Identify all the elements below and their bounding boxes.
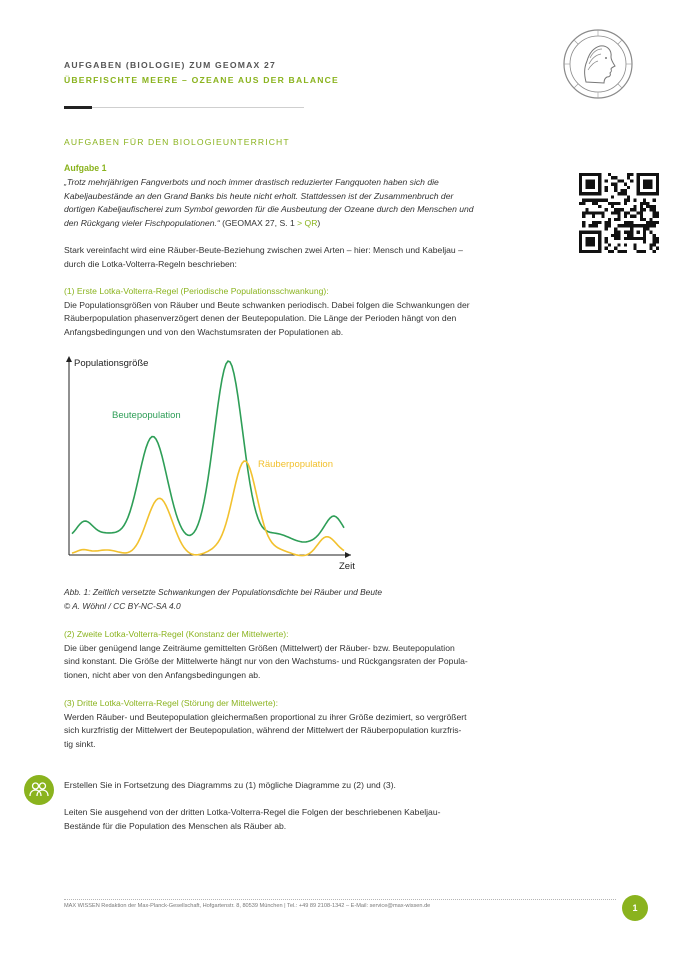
max-planck-logo [562,28,634,100]
x-axis-label: Zeit [339,561,355,572]
quote-source: (GEOMAX 27, S. 1 [219,217,298,228]
prey-series-label: Beutepopulation [112,410,181,421]
header-rule [92,107,304,108]
figure-caption [64,586,544,613]
task-heading: Aufgabe 1 [64,163,107,173]
rule-1-heading: (1) Erste Lotka-Volterra-Regel (Periodische Populationsschwankung): [64,286,329,296]
rule-3 [64,697,564,751]
quote-source-close: ) [317,217,321,228]
rule-1 [64,285,564,339]
footer-text: MAX WISSEN Redaktion der Max-Planck-Gesellschaft, Hofgartenstr. 8, 80539 München | Tel.: +49 89 2108-1342 – E-Mail: service@max-wissen.de [64,903,431,909]
header-rule-accent [64,106,92,109]
predator-series-label: Räuberpopulation [258,459,334,470]
header-title: AUFGABEN (BIOLOGIE) ZUM GEOMAX 27 [64,60,276,70]
group-work-icon [24,775,54,805]
header-subtitle: ÜBERFISCHTE MEERE – OZEANE AUS DER BALANCE [64,75,339,85]
intro-line: durch die Lotka-Volterra-Regeln beschrieben: [64,258,237,269]
chart-axes [66,356,351,558]
rule-2-line: sind konstant. Die Größe der Mittelwerte hängt nur von den Wachstums- und Rückgangsraten der Popula- [64,656,468,666]
quote-line: „Trotz mehrjährigen Fangverbots und noch immer drastisch reduzierter Fangquoten haben sich die [64,177,439,187]
prey-series-line [72,361,344,542]
population-chart [64,348,364,574]
people-icon [24,775,54,805]
footer-divider [64,899,616,900]
assignment-2 [64,806,564,833]
caption-line: Abb. 1: Zeitlich versetzte Schwankungen der Populationsdichte bei Räuber und Beute [64,587,382,597]
page-number: 1 [622,895,648,921]
y-axis-arrow [66,356,72,362]
quote-line: den Rückgang vieler Fischpopulationen.“ [64,217,220,228]
rule-1-line: Räuberpopulation phasenverzögert denen der Beutepopulation. Die Länge der Perioden hängt von den [64,313,457,323]
intro-line: Stark vereinfacht wird eine Räuber-Beute-Beziehung zwischen zwei Arten – hier: Mensch und Kabeljau – [64,245,463,255]
quote-line: dortigen Kabeljaufischerei zum Symbol geworden für die Ausbeutung der Ozeane durch den Menschen und [64,204,474,214]
rule-3-line: tig sinkt. [64,738,96,749]
assignment-2-line: Leiten Sie ausgehend von der dritten Lotka-Volterra-Regel die Folgen der beschriebenen Kabeljau- [64,807,441,817]
rule-2-line: Die über genügend lange Zeiträume gemittelten Größen (Mittelwert) der Räuber- bzw. Beutepopulation [64,642,455,653]
rule-2 [64,628,564,682]
rule-1-line: Die Populationsgrößen von Räuber und Beute schwanken periodisch. Dabei folgen die Schwankungen der [64,299,470,310]
rule-2-line: tionen, nicht aber von den Anfangsbedingungen ab. [64,669,261,680]
qr-reference-link[interactable]: > QR [297,217,318,228]
rule-1-line: Anfangsbedingungen und von den Wachstumsraten der Populationen ab. [64,326,344,337]
caption-credit: © A. Wöhnl / CC BY-NC-SA 4.0 [64,600,181,611]
rule-3-line: sich kurzfristig der Mittelwert der Beutepopulation, während der Mittelwert der Räuberpopulation kurzfris- [64,725,462,735]
task-intro [64,244,564,271]
rule-3-heading: (3) Dritte Lotka-Volterra-Regel (Störung der Mittelwerte): [64,698,278,708]
qr-code[interactable] [579,173,659,253]
x-axis-arrow [345,552,351,558]
quote-line: Kabeljaubestände an den Grand Banks bis heute nicht erholt. Stattdessen ist der Zusammenbruch der [64,190,454,201]
assignment-1: Erstellen Sie in Fortsetzung des Diagramms zu (1) mögliche Diagramme zu (2) und (3). [64,780,396,790]
rule-3-line: Werden Räuber- und Beutepopulation gleichermaßen proportional zu ihrer Größe dezimiert, so vergrößert [64,711,467,722]
y-axis-label: Populationsgröße [74,358,149,369]
rule-2-heading: (2) Zweite Lotka-Volterra-Regel (Konstanz der Mittelwerte): [64,629,289,639]
assignment-2-line: Bestände für die Population des Menschen als Räuber ab. [64,820,287,831]
task-quote [64,176,564,230]
section-heading: AUFGABEN FÜR DEN BIOLOGIEUNTERRICHT [64,137,290,147]
